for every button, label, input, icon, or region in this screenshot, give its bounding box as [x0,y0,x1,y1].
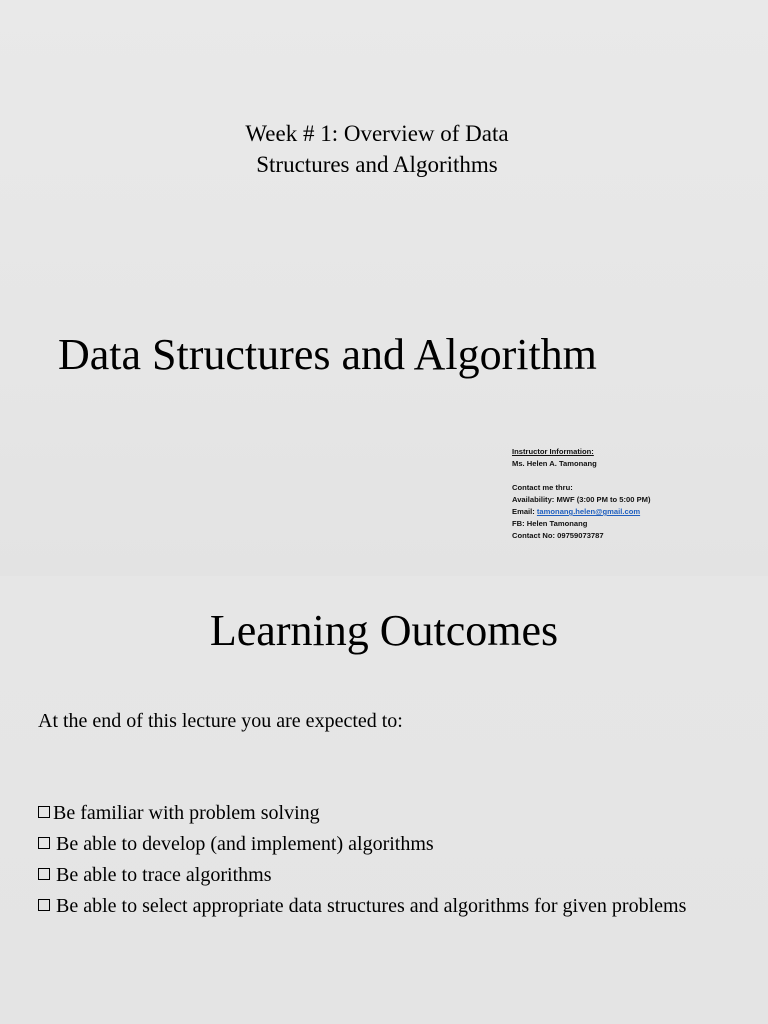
instructor-name: Ms. Helen A. Tamonang [512,459,597,468]
outcomes-title: Learning Outcomes [209,606,559,655]
outcome-text: Be familiar with problem solving [53,802,320,824]
outcomes-intro: At the end of this lecture you are expected to: [38,710,403,732]
availability-text: Availability: MWF (3:00 PM to 5:00 PM) [512,495,651,504]
contact-number: Contact No: 09759073787 [512,531,604,540]
checkbox-bullet-icon [38,899,50,911]
slide-subtitle [0,118,754,180]
outcome-text: Be able to trace algorithms [56,864,272,886]
list-item [38,864,738,887]
contact-heading: Contact me thru: [512,483,573,492]
slide-title: Data Structures and Algorithm [58,330,597,379]
outcome-text: Be able to select appropriate data structures and algorithms for given problems [56,895,687,917]
instructor-info [512,446,762,542]
checkbox-bullet-icon [38,806,50,818]
info-spacer [512,470,762,482]
email-link[interactable]: tamonang.helen@gmail.com [536,507,641,516]
subtitle-line-2: Structures and Algorithms [256,152,498,177]
list-item [38,802,738,825]
outcome-text: Be able to develop (and implement) algorithms [56,833,434,855]
email-row [512,506,762,518]
list-item [38,833,738,856]
fb-text: FB: Helen Tamonang [512,519,588,528]
instructor-heading: Instructor Information: [512,447,594,456]
email-label: Email: [512,507,537,516]
list-item [38,895,738,918]
checkbox-bullet-icon [38,868,50,880]
checkbox-bullet-icon [38,837,50,849]
subtitle-line-1: Week # 1: Overview of Data [245,121,509,146]
learning-outcomes-slide [0,576,768,1024]
outcomes-list [38,802,738,926]
